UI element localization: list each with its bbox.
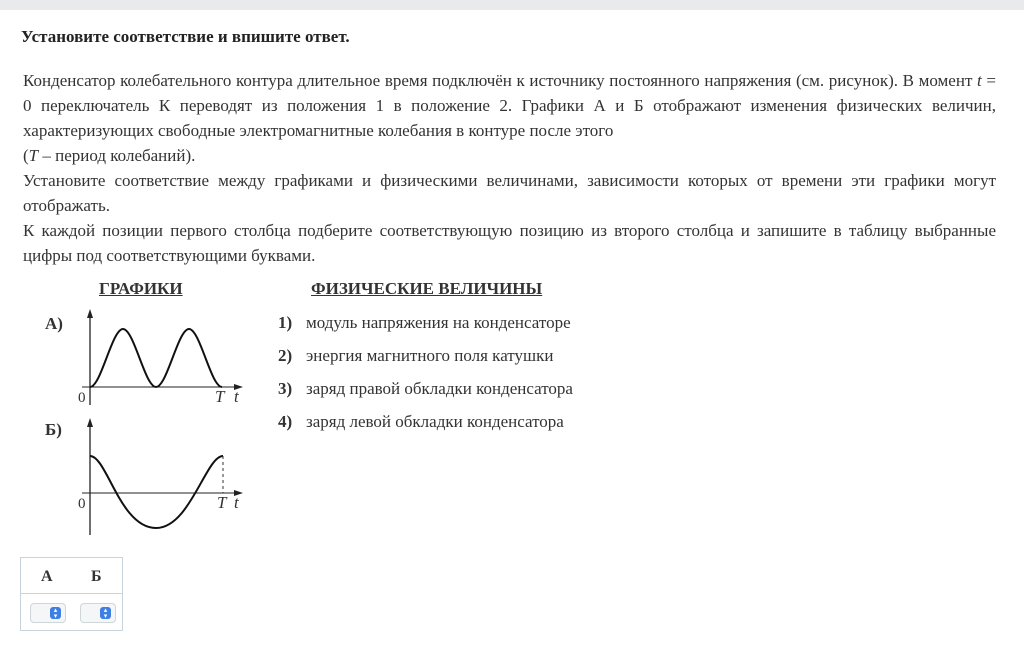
graph-b-curve	[90, 456, 223, 528]
problem-text	[23, 68, 996, 268]
select-arrows-icon: ▴ ▾	[50, 607, 61, 619]
option-1	[278, 313, 571, 333]
option-3	[278, 379, 573, 399]
t-symbol: t	[977, 71, 982, 90]
answer-col-b: Б	[91, 568, 102, 585]
graph-a-y-arrow	[87, 309, 93, 318]
problem-paragraph-2: Установите соответствие между графиками и физическими величинами, зависимости которых от времени эти графики могут отображать.	[23, 171, 996, 215]
select-arrows-icon: ▴ ▾	[100, 607, 111, 619]
top-bar	[0, 0, 1024, 10]
graph-a-origin: 0	[78, 390, 86, 406]
graph-b	[70, 413, 250, 538]
graph-b-period: T	[217, 493, 227, 512]
option-4-text: заряд левой обкладки конденсатора	[306, 412, 564, 431]
paragraph-1-part-1: Конденсатор колебательного контура длительное время подключён к источнику постоянного напряжения (см. рисунок). В момент	[23, 71, 978, 90]
quantities-column-title: ФИЗИЧЕСКИЕ ВЕЛИЧИНЫ	[311, 279, 543, 298]
answer-col-a: А	[41, 568, 53, 585]
task-heading: Установите соответствие и впишите ответ.	[21, 27, 350, 46]
graph-a-label: А)	[45, 314, 63, 333]
answer-table-divider	[21, 593, 122, 594]
problem-paragraph-3: К каждой позиции первого столбца подберите соответствующую позицию из второго столбца и запишите в таблицу выбранные цифры под соответствующими буквами.	[23, 221, 996, 265]
graph-b-time: t	[234, 493, 239, 512]
graph-a-period: T	[215, 387, 225, 406]
period-note-rest: – период колебаний).	[38, 146, 196, 165]
period-note	[23, 143, 996, 168]
option-2	[278, 346, 553, 366]
graph-b-origin: 0	[78, 496, 86, 512]
graph-a-curve	[90, 329, 222, 387]
graph-b-label: Б)	[45, 420, 62, 439]
option-4-number: 4)	[278, 412, 293, 431]
period-symbol: T	[28, 146, 39, 165]
answer-b-select[interactable]	[80, 603, 116, 623]
period-note-open: (	[23, 146, 29, 165]
option-4	[278, 412, 564, 432]
option-3-number: 3)	[278, 379, 293, 398]
option-1-text: модуль напряжения на конденсаторе	[306, 313, 571, 332]
answer-table	[20, 557, 123, 631]
graphs-column-title: ГРАФИКИ	[99, 279, 183, 298]
graph-b-y-arrow	[87, 418, 93, 427]
option-3-text: заряд правой обкладки конденсатора	[306, 379, 573, 398]
problem-paragraph-1	[23, 68, 996, 143]
option-2-number: 2)	[278, 346, 293, 365]
graph-a	[70, 305, 250, 410]
answer-a-select[interactable]	[30, 603, 66, 623]
option-1-number: 1)	[278, 313, 293, 332]
option-2-text: энергия магнитного поля катушки	[306, 346, 554, 365]
paragraph-1-part-2: = 0 переключатель К переводят из положения 1 в положение 2. Графики А и Б отображают изменения физических величин, характеризующих свободные электромагнитные колебания в контуре после этого	[23, 71, 996, 140]
graph-a-time: t	[234, 387, 239, 406]
